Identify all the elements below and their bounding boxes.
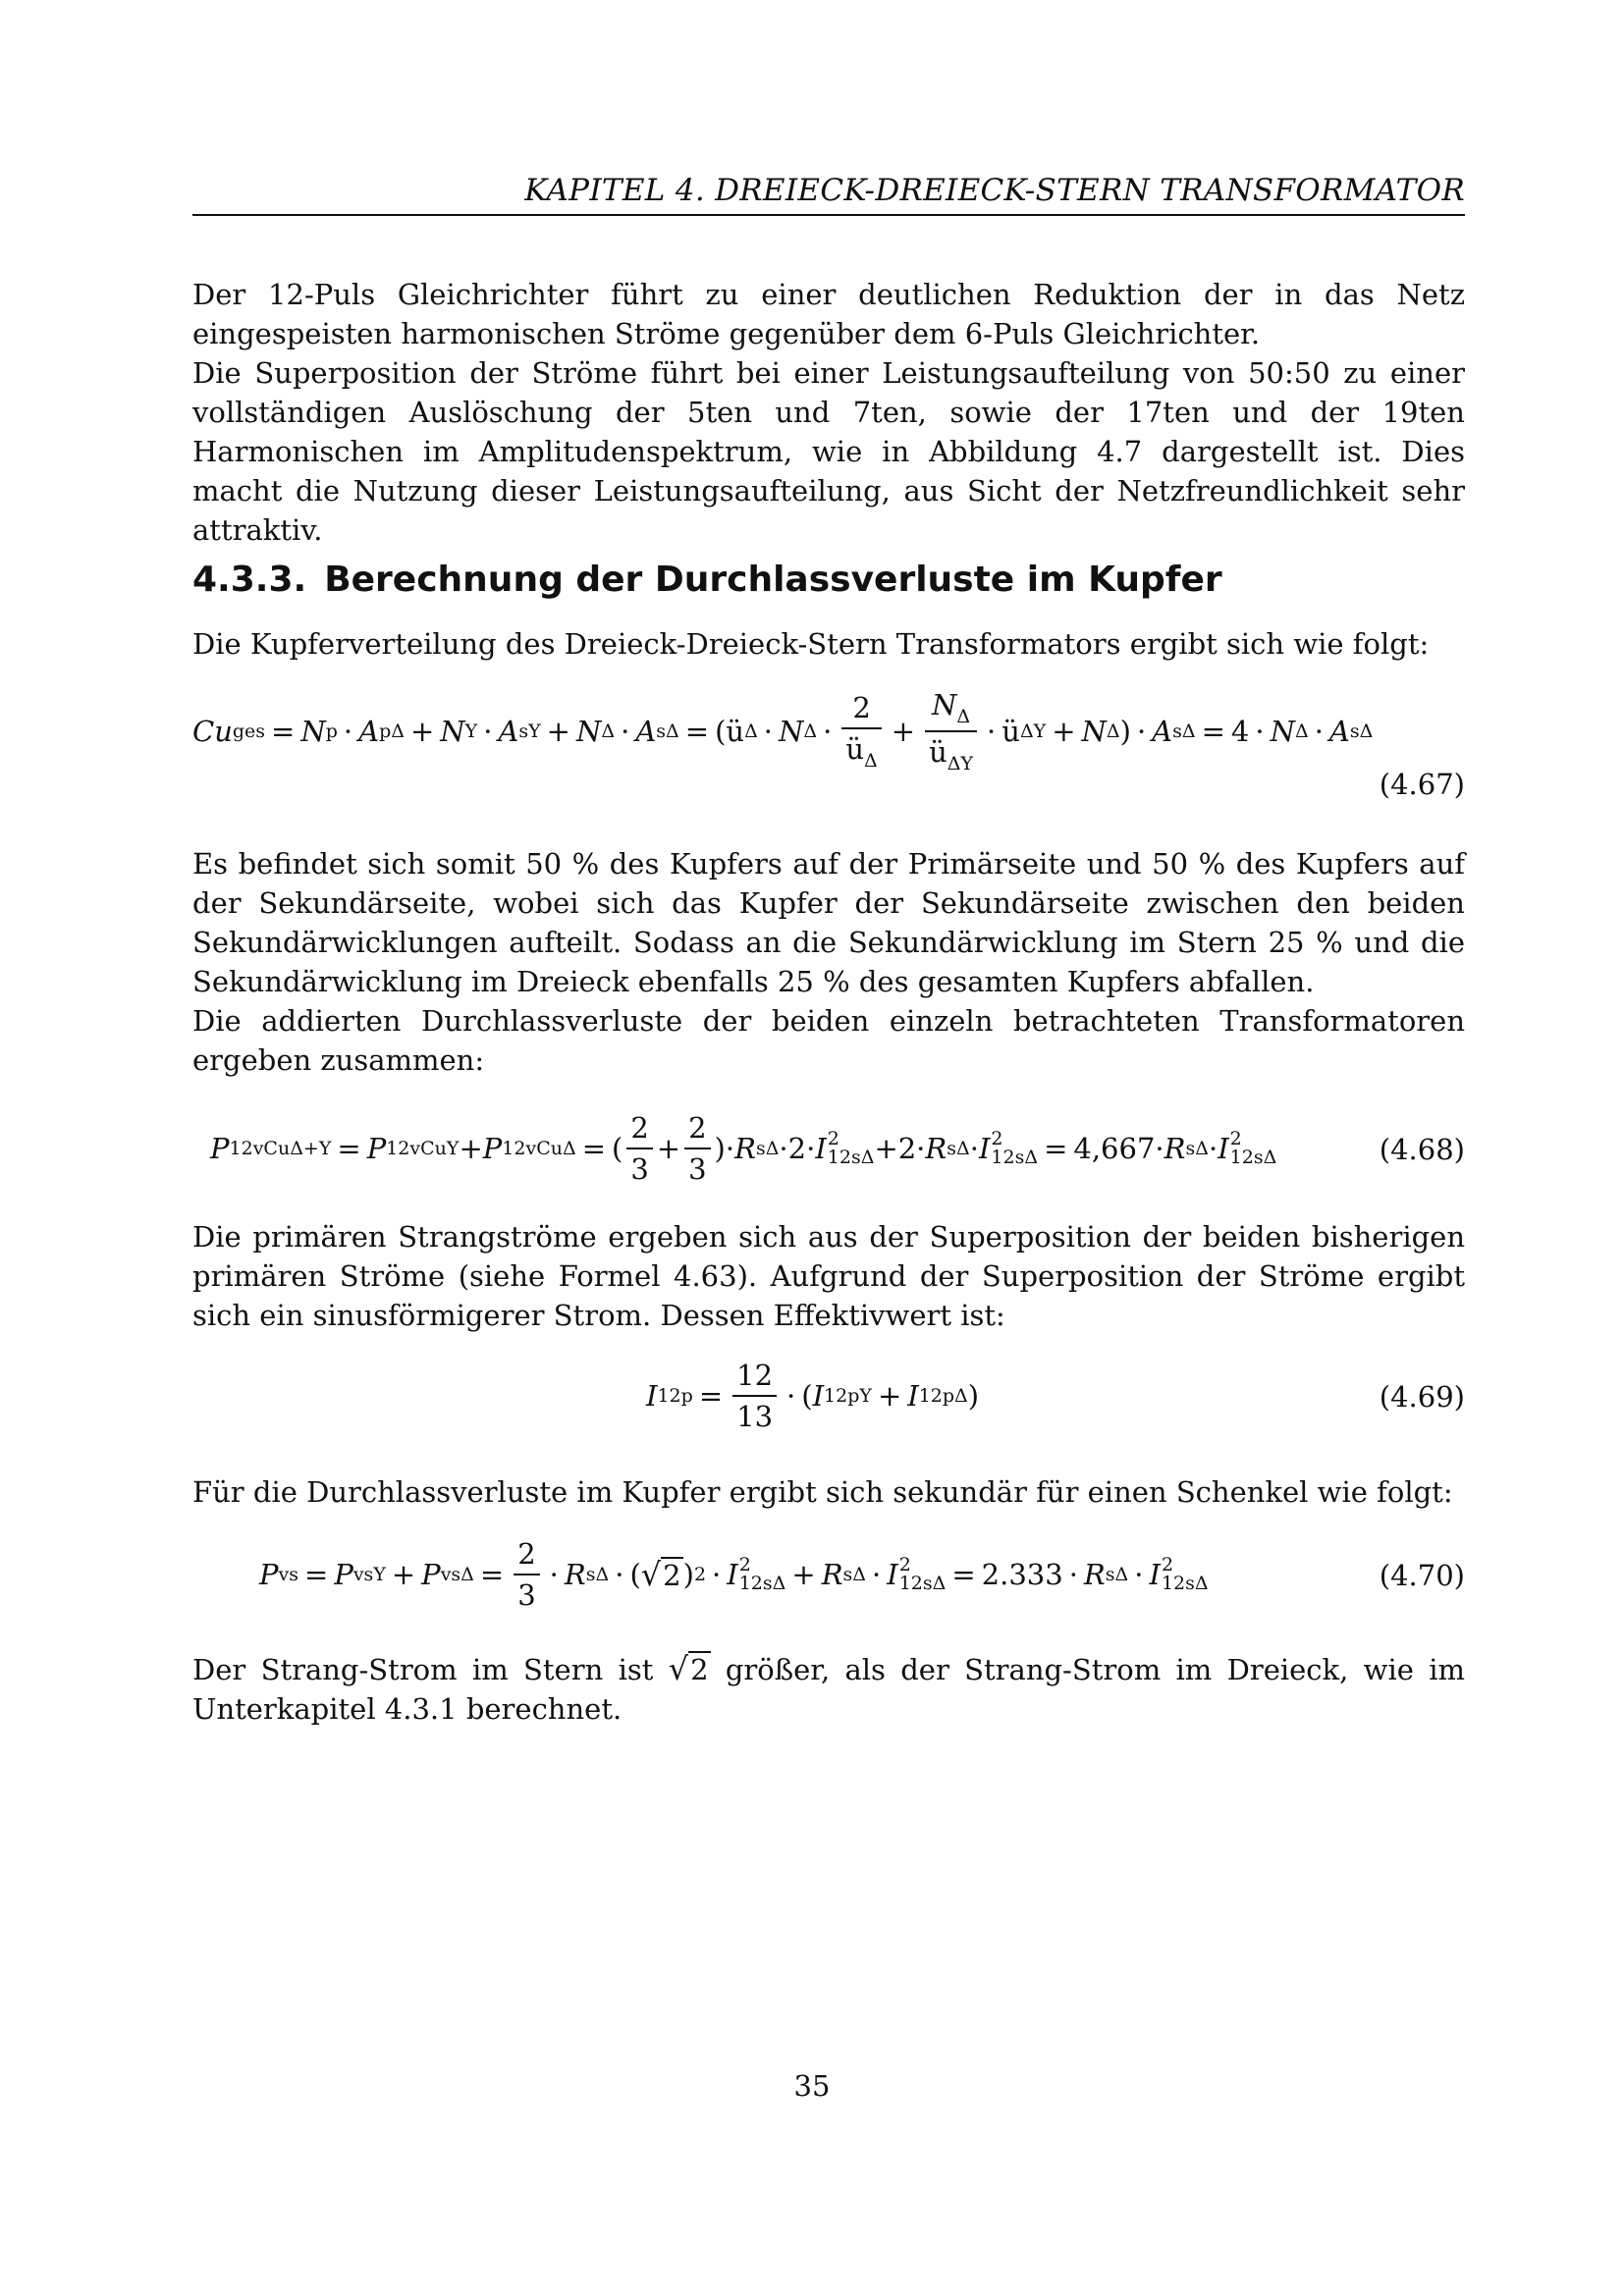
equation-number: (4.69) [1379, 1380, 1465, 1414]
sqrt-argument: 2 [690, 1653, 709, 1686]
equation-body: I 12p = $\frac{12}{13}$ · ( I 12pY + I 12pΔ ) [646, 1359, 980, 1433]
equation-4-69 [192, 1355, 1465, 1443]
text-run: Der Strang-Strom im Stern ist [192, 1653, 669, 1686]
equation-body: P vs = P vsY + P vsΔ = $\frac{2}{3}$ · R sΔ · ( √ 2 ) 2 · I 2 12sΔ + R sΔ · I 2 12sΔ = 2.333 · R sΔ · I 2 12sΔ [259, 1537, 1209, 1612]
equation-4-68 [192, 1107, 1465, 1196]
equation-4-70 [192, 1533, 1465, 1622]
running-head: KAPITEL 4. DREIECK-DREIECK-STERN TRANSFORMATOR [524, 173, 1465, 208]
paragraph-text [192, 1649, 1465, 1729]
paragraph-text: Der 12-Puls Gleichrichter führt zu einer deutlichen Reduktion der in das Netz eingespeisten harmonischen Ströme gegenüber dem 6-Puls Gleichrichter. [192, 278, 1465, 350]
paragraph-secondary-losses [192, 1472, 1465, 1512]
paragraph-conclusion [192, 1649, 1465, 1729]
paragraph-copper-share [192, 844, 1465, 1080]
paragraph-text: Die primären Strangströme ergeben sich aus der Superposition der beiden bisherigen primären Ströme (siehe Formel 4.63). Aufgrund der Superposition der Ströme ergibt sich ein sinusförmigerer Strom. Dessen Effektivwert ist: [192, 1220, 1465, 1332]
paragraph-copper-distribution [192, 624, 1465, 664]
paragraph-primary-currents [192, 1217, 1465, 1335]
page-number: 35 [793, 2069, 831, 2103]
paragraph-text: Es befindet sich somit 50 % des Kupfers auf der Primärseite und 50 % des Kupfers auf der Sekundärseite, wobei sich das Kupfer der Sekundärseite zwischen den beiden Sekundärwicklungen aufteilt. Sodass an die Sekundärwicklung im Stern 25 % und die Sekundärwicklung im Dreieck ebenfalls 25 % des gesamten Kupfers abfallen. [192, 847, 1465, 998]
paragraph-text: Die Kupferverteilung des Dreieck-Dreieck-Stern Transformators ergibt sich wie folgt: [192, 627, 1430, 661]
equation-body: Cu ges = N p · A pΔ + N Y · A sY + N Δ · A sΔ = (ü Δ · N Δ · $\frac{2}{ü_\Delta}$ + $\frac{N_\Delta}{ü_{\Delta Y}}$ · ü ΔY + N Δ ) · A sΔ = 4 · N Δ · A sΔ [192, 688, 1374, 774]
paragraph-text: Die addierten Durchlassverluste der beiden einzeln betrachteten Transformatoren ergeben zusammen: [192, 1004, 1465, 1077]
equation-number: (4.70) [1379, 1559, 1465, 1592]
section-number: 4.3.3. [192, 560, 307, 600]
text-run: größer, als der Strang-Strom im Dreieck, wie im Unterkapitel 4.3.1 berechnet. [192, 1653, 1465, 1726]
section-title: Berechnung der Durchlassverluste im Kupfer [324, 560, 1222, 600]
paragraph-text: Für die Durchlassverluste im Kupfer ergibt sich sekundär für einen Schenkel wie folgt: [192, 1475, 1453, 1509]
equation-number: (4.68) [1379, 1133, 1465, 1166]
sqrt-symbol: √ [668, 1650, 689, 1687]
section-heading [192, 560, 1222, 600]
equation-4-67 [192, 687, 1465, 805]
paragraph-intro [192, 275, 1465, 550]
equation-number: (4.67) [1379, 768, 1465, 801]
paragraph-text: Die Superposition der Ströme führt bei einer Leistungsaufteilung von 50:50 zu einer vollständigen Auslöschung der 5ten und 7ten, sowie der 17ten und der 19ten Harmonischen im Amplitudenspektrum, wie in Abbildung 4.7 dargestellt ist. Dies macht die Nutzung dieser Leistungsaufteilung, aus Sicht der Netzfreundlichkeit sehr attraktiv. [192, 356, 1465, 547]
equation-body: P 12vCuΔ+Y = P 12vCuY + P 12vCuΔ = ( $\frac{2}{3}$ + $\frac{2}{3}$ )· R sΔ ·2· I 2 12sΔ +2· R sΔ · I 2 12sΔ = 4,667· R sΔ · I 2 12sΔ [210, 1111, 1277, 1186]
header-rule [192, 214, 1465, 216]
